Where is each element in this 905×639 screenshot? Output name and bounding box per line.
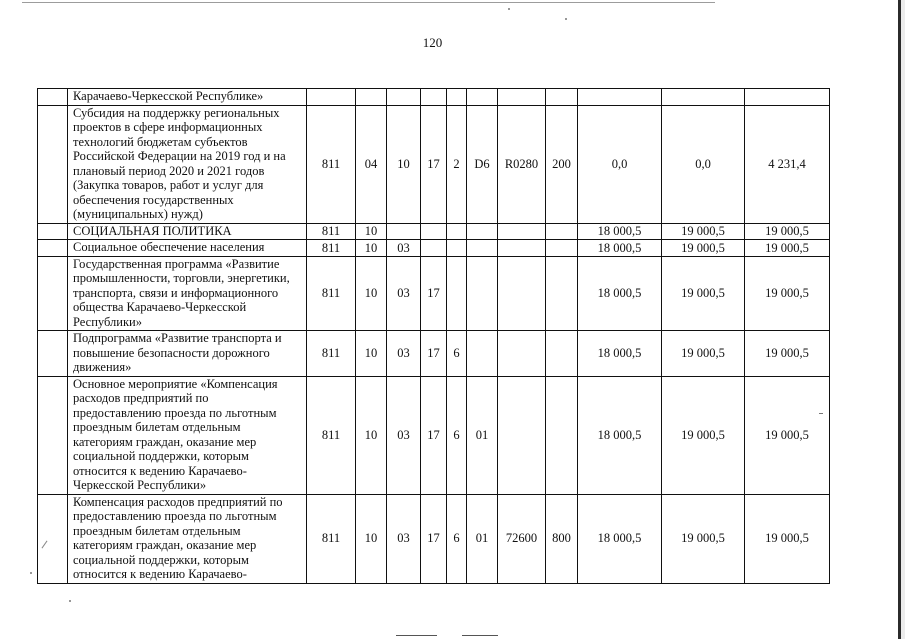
description-cell — [68, 494, 307, 583]
description-line: относится к ведению Карачаево- — [73, 463, 247, 478]
description-line: расходов предприятий по — [73, 391, 209, 405]
amount-year-3-cell: 19 000,5 — [745, 223, 830, 240]
amount-year-3-cell: 4 231,4 — [745, 105, 830, 223]
amount-year-2-cell — [662, 89, 745, 106]
expense-direction-code-cell — [498, 89, 546, 106]
table-row — [38, 105, 830, 223]
description-line: проездным билетам отдельным — [73, 523, 241, 538]
table-row — [38, 256, 830, 331]
subsection-code-cell — [387, 89, 421, 106]
amount-year-1-cell: 18 000,5 — [578, 256, 662, 331]
budget-table-body — [38, 89, 830, 584]
row-number-cell — [38, 376, 68, 494]
scan-edge-top — [22, 2, 715, 3]
amount-year-2-cell: 19 000,5 — [662, 494, 745, 583]
description-cell — [68, 89, 307, 106]
row-number-cell — [38, 331, 68, 377]
description-line: Компенсация расходов предприятий по — [73, 494, 283, 509]
description-line: Российской Федерации на 2019 год и на — [73, 149, 286, 163]
table-row — [38, 494, 830, 583]
program-code-cell: 17 — [421, 494, 447, 583]
row-number-cell — [38, 256, 68, 331]
description-line: (муниципальных) нужд) — [73, 207, 203, 221]
amount-year-1-cell: 18 000,5 — [578, 494, 662, 583]
row-number-cell — [38, 494, 68, 583]
description-line: Республики» — [73, 314, 142, 329]
ministry-code-cell: 811 — [307, 494, 356, 583]
subprogram-code-cell — [447, 89, 467, 106]
main-measure-code-cell — [467, 240, 498, 257]
amount-year-1-cell: 18 000,5 — [578, 376, 662, 494]
description-line: обеспечения государственных — [73, 192, 234, 207]
expense-type-code-cell: 800 — [546, 494, 578, 583]
description-line: Подпрограмма «Развитие транспорта и — [73, 331, 282, 345]
page-number: 120 — [422, 35, 443, 50]
amount-year-3-cell: 19 000,5 — [745, 494, 830, 583]
table-row — [38, 331, 830, 377]
description-cell — [68, 105, 307, 223]
amount-year-3-cell: 19 000,5 — [745, 376, 830, 494]
amount-year-1-cell: 18 000,5 — [578, 240, 662, 257]
amount-year-3-cell: 19 000,5 — [745, 331, 830, 377]
subsection-code-cell: 03 — [387, 256, 421, 331]
description-line: Карачаево-Черкесской Республике» — [73, 89, 264, 103]
description-line: СОЦИАЛЬНАЯ ПОЛИТИКА — [73, 223, 232, 238]
ministry-code-cell: 811 — [307, 223, 356, 240]
subprogram-code-cell — [447, 256, 467, 331]
subsection-code-cell: 03 — [387, 494, 421, 583]
description-line: предоставлению проезда по льготным — [73, 405, 277, 420]
section-code-cell: 10 — [356, 240, 387, 257]
amount-year-3-cell — [745, 89, 830, 106]
ministry-code-cell: 811 — [307, 331, 356, 377]
description-line: Социальное обеспечение населения — [73, 240, 265, 254]
subprogram-code-cell: 2 — [447, 105, 467, 223]
main-measure-code-cell: 01 — [467, 376, 498, 494]
ministry-code-cell: 811 — [307, 376, 356, 494]
amount-year-2-cell: 19 000,5 — [662, 240, 745, 257]
program-code-cell — [421, 240, 447, 257]
expense-direction-code-cell: R0280 — [498, 105, 546, 223]
description-line: общества Карачаево-Черкесской — [73, 300, 247, 314]
description-line: относится к ведению Карачаево- — [73, 567, 247, 581]
subsection-code-cell: 03 — [387, 240, 421, 257]
main-measure-code-cell: D6 — [467, 105, 498, 223]
description-line: Субсидия на поддержку региональных — [73, 105, 280, 120]
section-code-cell: 10 — [356, 223, 387, 240]
section-code-cell: 10 — [356, 256, 387, 331]
expense-direction-code-cell — [498, 223, 546, 240]
row-number-cell — [38, 223, 68, 240]
subsection-code-cell — [387, 223, 421, 240]
program-code-cell: 17 — [421, 331, 447, 377]
table-row — [38, 223, 830, 240]
description-line: движения» — [73, 360, 132, 374]
subprogram-code-cell: 6 — [447, 331, 467, 377]
description-line: плановый период 2020 и 2021 годов — [73, 163, 265, 178]
description-line: категориям граждан, оказание мер — [73, 434, 257, 449]
expense-direction-code-cell — [498, 331, 546, 377]
ministry-code-cell — [307, 89, 356, 106]
section-code-cell: 10 — [356, 494, 387, 583]
expense-direction-code-cell: 72600 — [498, 494, 546, 583]
section-code-cell: 10 — [356, 331, 387, 377]
table-row — [38, 89, 830, 106]
amount-year-2-cell: 0,0 — [662, 105, 745, 223]
row-number-cell — [38, 105, 68, 223]
expense-type-code-cell — [546, 240, 578, 257]
amount-year-1-cell: 18 000,5 — [578, 223, 662, 240]
description-cell — [68, 376, 307, 494]
description-line: промышленности, торговли, энергетики, — [73, 271, 290, 285]
subsection-code-cell: 10 — [387, 105, 421, 223]
main-measure-code-cell: 01 — [467, 494, 498, 583]
program-code-cell — [421, 89, 447, 106]
ministry-code-cell: 811 — [307, 105, 356, 223]
row-number-cell — [38, 89, 68, 106]
program-code-cell: 17 — [421, 105, 447, 223]
expense-direction-code-cell — [498, 240, 546, 257]
amount-year-2-cell: 19 000,5 — [662, 331, 745, 377]
subprogram-code-cell — [447, 240, 467, 257]
scan-speck — [30, 572, 32, 574]
amount-year-1-cell: 18 000,5 — [578, 331, 662, 377]
section-code-cell: 10 — [356, 376, 387, 494]
scan-speck — [508, 8, 510, 10]
description-cell — [68, 240, 307, 257]
program-code-cell: 17 — [421, 256, 447, 331]
description-line: проездным билетам отдельным — [73, 420, 241, 434]
subprogram-code-cell: 6 — [447, 376, 467, 494]
description-line: социальной поддержки, которым — [73, 552, 249, 567]
amount-year-2-cell: 19 000,5 — [662, 256, 745, 331]
description-line: социальной поддержки, которым — [73, 449, 249, 463]
main-measure-code-cell — [467, 256, 498, 331]
amount-year-3-cell: 19 000,5 — [745, 240, 830, 257]
scan-edge-right-shade — [901, 0, 905, 639]
scan-speck — [565, 18, 567, 20]
description-line: транспорта, связи и информационного — [73, 285, 279, 300]
program-code-cell: 17 — [421, 376, 447, 494]
description-line: Основное мероприятие «Компенсация — [73, 376, 278, 391]
main-measure-code-cell — [467, 89, 498, 106]
expense-direction-code-cell — [498, 256, 546, 331]
description-cell — [68, 331, 307, 377]
expense-type-code-cell — [546, 376, 578, 494]
expense-type-code-cell — [546, 331, 578, 377]
scan-edge-bottom — [396, 635, 437, 636]
program-code-cell — [421, 223, 447, 240]
ministry-code-cell: 811 — [307, 240, 356, 257]
amount-year-2-cell: 19 000,5 — [662, 376, 745, 494]
subsection-code-cell: 03 — [387, 376, 421, 494]
main-measure-code-cell — [467, 331, 498, 377]
description-line: (Закупка товаров, работ и услуг для — [73, 178, 264, 192]
amount-year-1-cell: 0,0 — [578, 105, 662, 223]
expense-type-code-cell — [546, 256, 578, 331]
description-line: проектов в сфере информационных — [73, 120, 263, 134]
table-row — [38, 240, 830, 257]
amount-year-1-cell — [578, 89, 662, 106]
description-line: Черкесской Республики» — [73, 478, 207, 492]
description-line: технологий бюджетам субъектов — [73, 134, 248, 149]
section-code-cell: 04 — [356, 105, 387, 223]
description-line: Государственная программа «Развитие — [73, 256, 280, 271]
amount-year-3-cell: 19 000,5 — [745, 256, 830, 331]
ministry-code-cell: 811 — [307, 256, 356, 331]
description-line: повышение безопасности дорожного — [73, 345, 270, 360]
section-code-cell — [356, 89, 387, 106]
table-row — [38, 376, 830, 494]
description-cell — [68, 256, 307, 331]
subprogram-code-cell — [447, 223, 467, 240]
scan-speck — [69, 600, 71, 602]
budget-table — [37, 88, 830, 584]
expense-type-code-cell: 200 — [546, 105, 578, 223]
scan-edge-bottom — [462, 635, 498, 636]
expense-type-code-cell — [546, 223, 578, 240]
description-line: категориям граждан, оказание мер — [73, 538, 257, 552]
subsection-code-cell: 03 — [387, 331, 421, 377]
description-line: предоставлению проезда по льготным — [73, 509, 277, 523]
subprogram-code-cell: 6 — [447, 494, 467, 583]
amount-year-2-cell: 19 000,5 — [662, 223, 745, 240]
expense-direction-code-cell — [498, 376, 546, 494]
main-measure-code-cell — [467, 223, 498, 240]
expense-type-code-cell — [546, 89, 578, 106]
row-number-cell — [38, 240, 68, 257]
description-cell — [68, 223, 307, 240]
